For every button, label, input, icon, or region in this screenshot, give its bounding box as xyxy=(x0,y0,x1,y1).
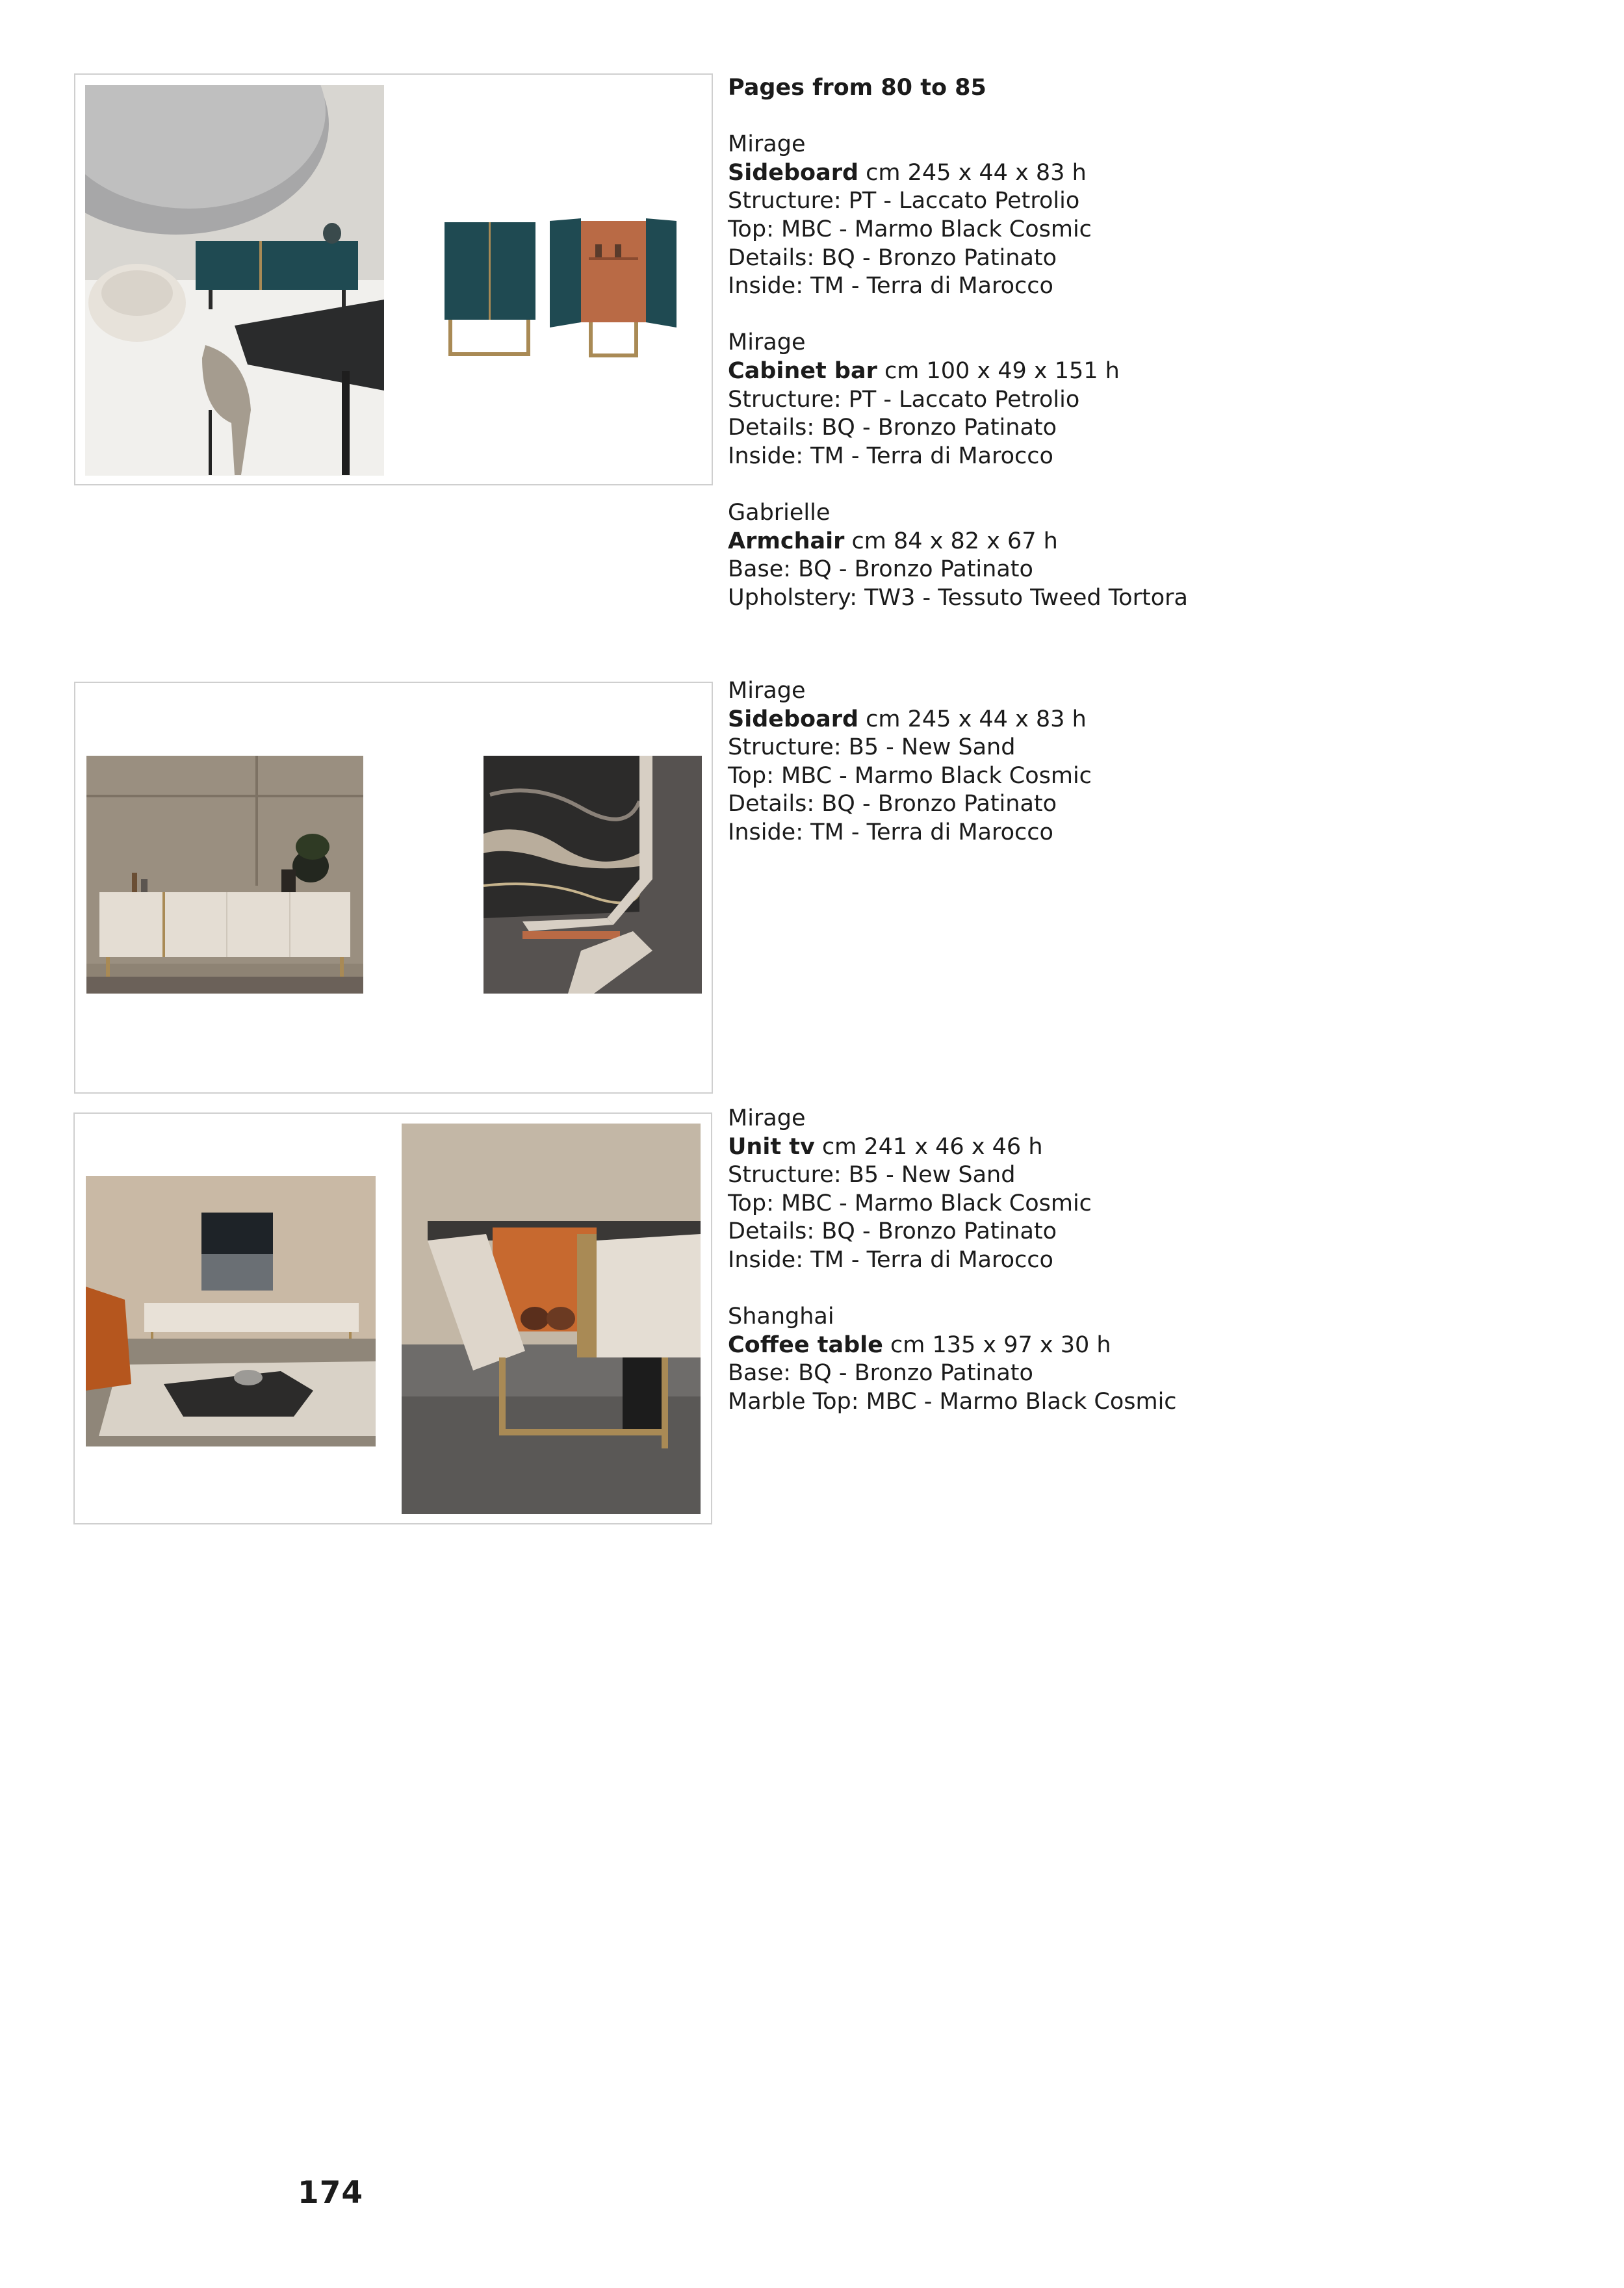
product-spec: Inside: TM - Terra di Marocco xyxy=(728,1246,1053,1273)
product-spec: Inside: TM - Terra di Marocco xyxy=(728,443,1053,469)
product-spec: Upholstery: TW3 - Tessuto Tweed Tortora xyxy=(728,584,1188,611)
product-spec: Details: BQ - Bronzo Patinato xyxy=(728,791,1057,817)
product-dimensions: cm 84 x 82 x 67 h xyxy=(851,528,1058,554)
product-item-name: Sideboard xyxy=(728,706,859,732)
product-spec: Details: BQ - Bronzo Patinato xyxy=(728,244,1057,271)
page-number: 174 xyxy=(298,2175,364,2211)
product-text-block-2 xyxy=(728,677,1092,847)
product-spec: Structure: PT - Laccato Petrolio xyxy=(728,386,1080,413)
product-spec: Structure: B5 - New Sand xyxy=(728,1162,1016,1189)
product-title xyxy=(728,1133,1177,1162)
product-spec: Inside: TM - Terra di Marocco xyxy=(728,819,1053,845)
collection-name: Mirage xyxy=(728,329,806,356)
product-spec: Inside: TM - Terra di Marocco xyxy=(728,273,1053,300)
product-text-block-3 xyxy=(728,1105,1177,1417)
product-spec: Marble Top: MBC - Marmo Black Cosmic xyxy=(728,1388,1177,1415)
product-dimensions: cm 241 x 46 x 46 h xyxy=(821,1133,1043,1160)
product-spec: Top: MBC - Marmo Black Cosmic xyxy=(728,216,1092,242)
product-dimensions: cm 100 x 49 x 151 h xyxy=(884,357,1120,384)
product-spec: Structure: PT - Laccato Petrolio xyxy=(728,188,1080,214)
product-title xyxy=(728,1331,1177,1360)
photo-mirage-unit-tv-detail xyxy=(402,1124,701,1514)
product-spec: Details: BQ - Bronzo Patinato xyxy=(728,1218,1057,1245)
product-title xyxy=(728,528,1188,556)
product-spec: Details: BQ - Bronzo Patinato xyxy=(728,415,1057,441)
product-item-name: Sideboard xyxy=(728,159,859,186)
product-item-name: Coffee table xyxy=(728,1331,883,1358)
product-title xyxy=(728,706,1092,734)
product-dimensions: cm 245 x 44 x 83 h xyxy=(866,159,1087,186)
product-title xyxy=(728,159,1188,188)
collection-name: Mirage xyxy=(728,678,806,704)
product-spec: Base: BQ - Bronzo Patinato xyxy=(728,556,1033,583)
collection-name: Mirage xyxy=(728,1105,806,1131)
photo-mirage-cabinet-bar-open xyxy=(550,218,677,360)
product-title xyxy=(728,357,1188,386)
product-dimensions: cm 245 x 44 x 83 h xyxy=(866,706,1087,732)
photo-mirage-unit-tv-livingroom xyxy=(86,1176,376,1446)
product-item-name: Armchair xyxy=(728,528,845,554)
photo-mirage-sideboard-detail xyxy=(483,756,702,994)
product-spec: Top: MBC - Marmo Black Cosmic xyxy=(728,762,1092,789)
photo-mirage-sideboard-interior xyxy=(85,85,384,476)
photo-mirage-cabinet-bar-closed xyxy=(442,220,539,359)
collection-name: Shanghai xyxy=(728,1304,834,1330)
photo-mirage-sideboard-sand xyxy=(86,756,363,994)
collection-name: Gabrielle xyxy=(728,499,831,526)
pages-range-heading: Pages from 80 to 85 xyxy=(728,75,986,101)
product-item-name: Unit tv xyxy=(728,1133,815,1160)
product-text-block-1 xyxy=(728,74,1188,612)
collection-name: Mirage xyxy=(728,131,806,158)
product-item-name: Cabinet bar xyxy=(728,357,877,384)
product-spec: Top: MBC - Marmo Black Cosmic xyxy=(728,1190,1092,1216)
product-spec: Structure: B5 - New Sand xyxy=(728,734,1016,761)
product-dimensions: cm 135 x 97 x 30 h xyxy=(890,1331,1111,1358)
product-spec: Base: BQ - Bronzo Patinato xyxy=(728,1360,1033,1387)
